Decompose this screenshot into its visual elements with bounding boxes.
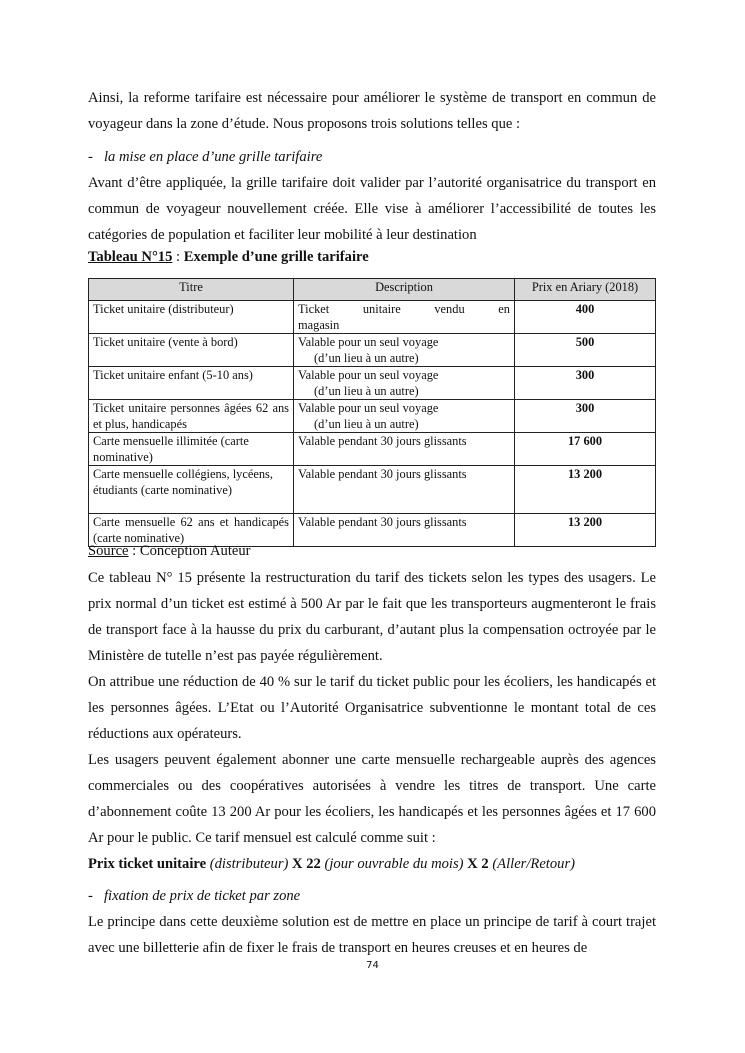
formula-part: Prix ticket unitaire (88, 856, 207, 872)
header-titre: Titre (89, 279, 294, 301)
cell-prix: 500 (515, 334, 656, 367)
bullet-prix-zone (88, 883, 656, 909)
desc-line: (d’un lieu à un autre) (314, 416, 419, 431)
tariff-table (88, 278, 656, 547)
header-description: Description (294, 279, 515, 301)
caption-label: Tableau N°15 (88, 249, 173, 265)
formula (88, 851, 656, 877)
table-header-row (89, 279, 656, 301)
desc-line: Valable pour un seul voyage (298, 368, 439, 382)
table-row (89, 466, 656, 514)
cell-description (294, 367, 515, 400)
page-number: 74 (366, 960, 379, 971)
cell-titre: Ticket unitaire enfant (5-10 ans) (89, 367, 294, 400)
source-text: : Conception Auteur (128, 543, 251, 559)
formula-part: X 22 (292, 856, 321, 872)
cell-titre: Carte mensuelle collégiens, lycéens, étudiants (carte nominative) (89, 466, 294, 514)
paragraph-restructuration: Ce tableau N° 15 présente la restructuration du tarif des tickets selon les types des usagers. Le prix normal d’un ticket est estimé à 500 Ar par le fait que les transporteurs augmenteront le frais de transport face à la hausse du prix du carburant, d’autant plus la compensation octroyée par le Ministère de tutelle n’est pas payée régulièrement. (88, 570, 656, 664)
bullet-dash: - (88, 888, 93, 904)
caption-sep: : (172, 249, 184, 265)
desc-line: Valable pour un seul voyage (298, 401, 439, 415)
bullet-text: fixation de prix de ticket par zone (104, 888, 301, 904)
cell-titre: Carte mensuelle illimitée (carte nominative) (89, 433, 294, 466)
header-prix: Prix en Ariary (2018) (515, 279, 656, 301)
table-row (89, 433, 656, 466)
formula-part: (jour ouvrable du mois) (320, 856, 468, 872)
cell-titre: Carte mensuelle 62 ans et handicapés (carte nominative) (89, 514, 294, 547)
table-row (89, 367, 656, 400)
paragraph-grille (88, 170, 656, 248)
cell-prix: 300 (515, 367, 656, 400)
intro-text: Ainsi, la reforme tarifaire est nécessaire pour améliorer le système de transport en commun de voyageur dans la zone d’étude. Nous proposons trois solutions telles que : (88, 90, 656, 132)
cell-prix: 13 200 (515, 466, 656, 514)
paragraph-body (88, 565, 656, 961)
cell-prix: 13 200 (515, 514, 656, 547)
table-row (89, 301, 656, 334)
table-row (89, 400, 656, 433)
table-row (89, 514, 656, 547)
formula-part: (distributeur) (206, 856, 293, 872)
table-row (89, 334, 656, 367)
desc-line: (d’un lieu à un autre) (314, 383, 419, 398)
desc-line: magasin (298, 317, 340, 332)
source-label: Source (88, 543, 129, 559)
formula-part: (Aller/Retour) (488, 856, 575, 872)
cell-titre: Ticket unitaire (vente à bord) (89, 334, 294, 367)
desc-line: Ticket unitaire vendu en (298, 302, 510, 316)
cell-prix: 17 600 (515, 433, 656, 466)
formula-part: X 2 (467, 856, 489, 872)
cell-prix: 300 (515, 400, 656, 433)
cell-description: Valable pendant 30 jours glissants (294, 433, 515, 466)
cell-description: Valable pendant 30 jours glissants (294, 514, 515, 547)
bullet-dash: - (88, 149, 93, 165)
cell-prix: 400 (515, 301, 656, 334)
paragraph-zone: Le principe dans cette deuxième solution est de mettre en place un principe de tarif à court trajet avec une billetterie afin de fixer le frais de transport en heures creuses et en heures de (88, 914, 656, 956)
cell-description (294, 301, 515, 334)
cell-titre: Ticket unitaire (distributeur) (89, 301, 294, 334)
bullet-grille-tarifaire (88, 144, 656, 170)
paragraph-reduction: On attribue une réduction de 40 % sur le tarif du ticket public pour les écoliers, les handicapés et les personnes âgées. L’Etat ou l’Autorité Organisatrice subventionne le montant total de ces réductions aux opérateurs. (88, 674, 656, 742)
cell-description (294, 334, 515, 367)
cell-description: Valable pendant 30 jours glissants (294, 466, 515, 514)
paragraph-text: Avant d’être appliquée, la grille tarifaire doit valider par l’autorité organisatrice du transport en commun de voyageur nouvellement créée. Elle vise à améliorer l’accessibilité de toutes les catégories de population et faciliter leur mobilité à leur destination (88, 175, 656, 243)
desc-line: (d’un lieu à un autre) (314, 350, 419, 365)
table-source (88, 543, 251, 560)
paragraph-abonnement: Les usagers peuvent également abonner une carte mensuelle rechargeable auprès des agences commerciales ou des coopératives autorisées à vendre les titres de transport. Une carte d’abonnement coûte 13 200 Ar pour les écoliers, les handicapés et les personnes âgées et 17 600 Ar pour le public. Ce tarif mensuel est calculé comme suit : (88, 752, 656, 846)
cell-description (294, 400, 515, 433)
bullet-text: la mise en place d’une grille tarifaire (104, 149, 323, 165)
intro-paragraph (88, 85, 656, 137)
table-caption (88, 249, 369, 266)
cell-titre: Ticket unitaire personnes âgées 62 ans et plus, handicapés (89, 400, 294, 433)
caption-title: Exemple d’une grille tarifaire (183, 249, 369, 265)
desc-line: Valable pour un seul voyage (298, 335, 439, 349)
